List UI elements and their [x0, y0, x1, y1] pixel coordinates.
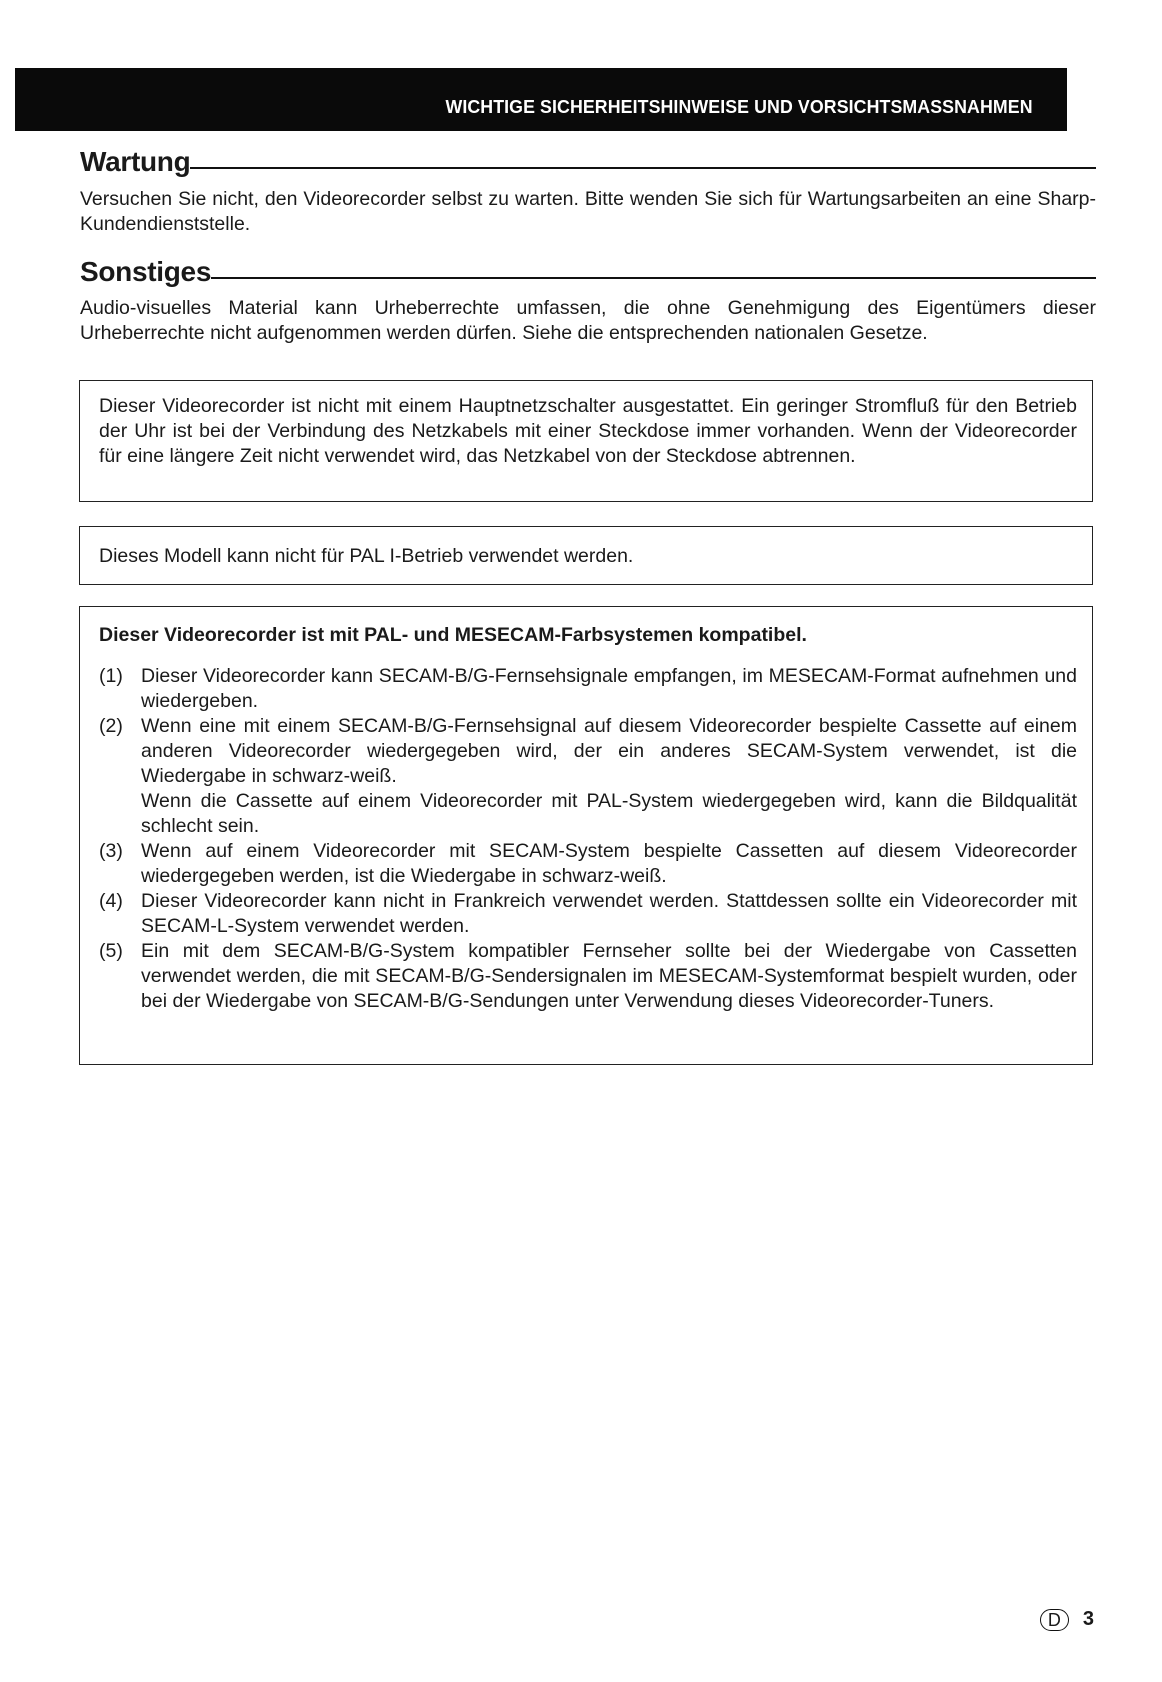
compat-list — [80, 664, 1077, 1014]
header-banner — [15, 68, 1067, 131]
notice-text: Dieses Modell kann nicht für PAL I-Betrieb verwendet werden. — [99, 545, 634, 567]
page-footer — [1040, 1608, 1094, 1631]
notice-compatibility — [79, 606, 1093, 1065]
section-heading-wartung — [80, 148, 1096, 176]
section-title: Wartung — [80, 146, 191, 177]
compat-heading: Dieser Videorecorder ist mit PAL- und MESECAM-Farbsystemen kompatibel. — [99, 624, 807, 646]
notice-text: Dieser Videorecorder ist nicht mit einem Hauptnetzschalter ausgestattet. Ein geringer Stromfluß für den Betrieb der Uhr ist bei der Verbindung des Netzkabels mit einer Steckdose immer vorhanden. Wenn der Videorecorder für eine längere Zeit nicht verwendet wird, das Netzkabel von der Steckdose abtrennen. — [99, 395, 1077, 467]
section-heading-sonstiges — [80, 258, 1096, 286]
notice-pal-i — [79, 526, 1093, 585]
section-text-sonstiges: Audio-visuelles Material kann Urheberrechte umfassen, die ohne Genehmigung des Eigentümers dieser Urheberrechte nicht aufgenommen werden dürfen. Siehe die entsprechenden nationalen Gesetze. — [80, 297, 1096, 344]
list-item: (5) Ein mit dem SECAM-B/G-System kompatibler Fernseher sollte bei der Wiedergabe von Cassetten verwendet werden, die mit SECAM-B/G-Sendersignalen im MESECAM-Systemformat bespielt wurden, oder bei der Wiedergabe von SECAM-B/G-Sendungen unter Verwendung dieses Videorecorder-Tuners. — [99, 940, 1077, 1012]
heading-rule — [211, 277, 1096, 279]
heading-rule — [190, 167, 1096, 169]
page-number: 3 — [1082, 1608, 1094, 1630]
section-title: Sonstiges — [80, 256, 212, 287]
list-item: (3) Wenn auf einem Videorecorder mit SECAM-System bespielte Cassetten auf diesem Videorecorder wiedergegeben werden, ist die Wiedergabe in schwarz-weiß. — [99, 840, 1077, 887]
section-text-wartung: Versuchen Sie nicht, den Videorecorder selbst zu warten. Bitte wenden Sie sich für Wartungsarbeiten an eine Sharp-Kundendienststelle. — [80, 188, 1096, 235]
banner-title: WICHTIGE SICHERHEITSHINWEISE UND VORSICHTSMASSNAHMEN — [445, 96, 1033, 117]
list-item: (4) Dieser Videorecorder kann nicht in Frankreich verwendet werden. Stattdessen sollte ein Videorecorder mit SECAM-L-System verwendet werden. — [99, 890, 1077, 937]
list-item: (2) Wenn eine mit einem SECAM-B/G-Fernsehsignal auf diesem Videorecorder bespielte Cassette auf einem anderen Videorecorder wiedergegeben wird, der ein anderes SECAM-System verwendet, ist die Wiedergabe in schwarz-weiß. Wenn die Cassette auf einem Videorecorder mit PAL-System wiedergegeben wird, kann die Bildqualität schlecht sein. — [99, 715, 1077, 837]
list-item: (1) Dieser Videorecorder kann SECAM-B/G-Fernsehsignale empfangen, im MESECAM-Format aufnehmen und wiedergeben. — [99, 665, 1077, 712]
language-badge: D — [1040, 1609, 1069, 1631]
notice-power-switch — [79, 380, 1093, 502]
